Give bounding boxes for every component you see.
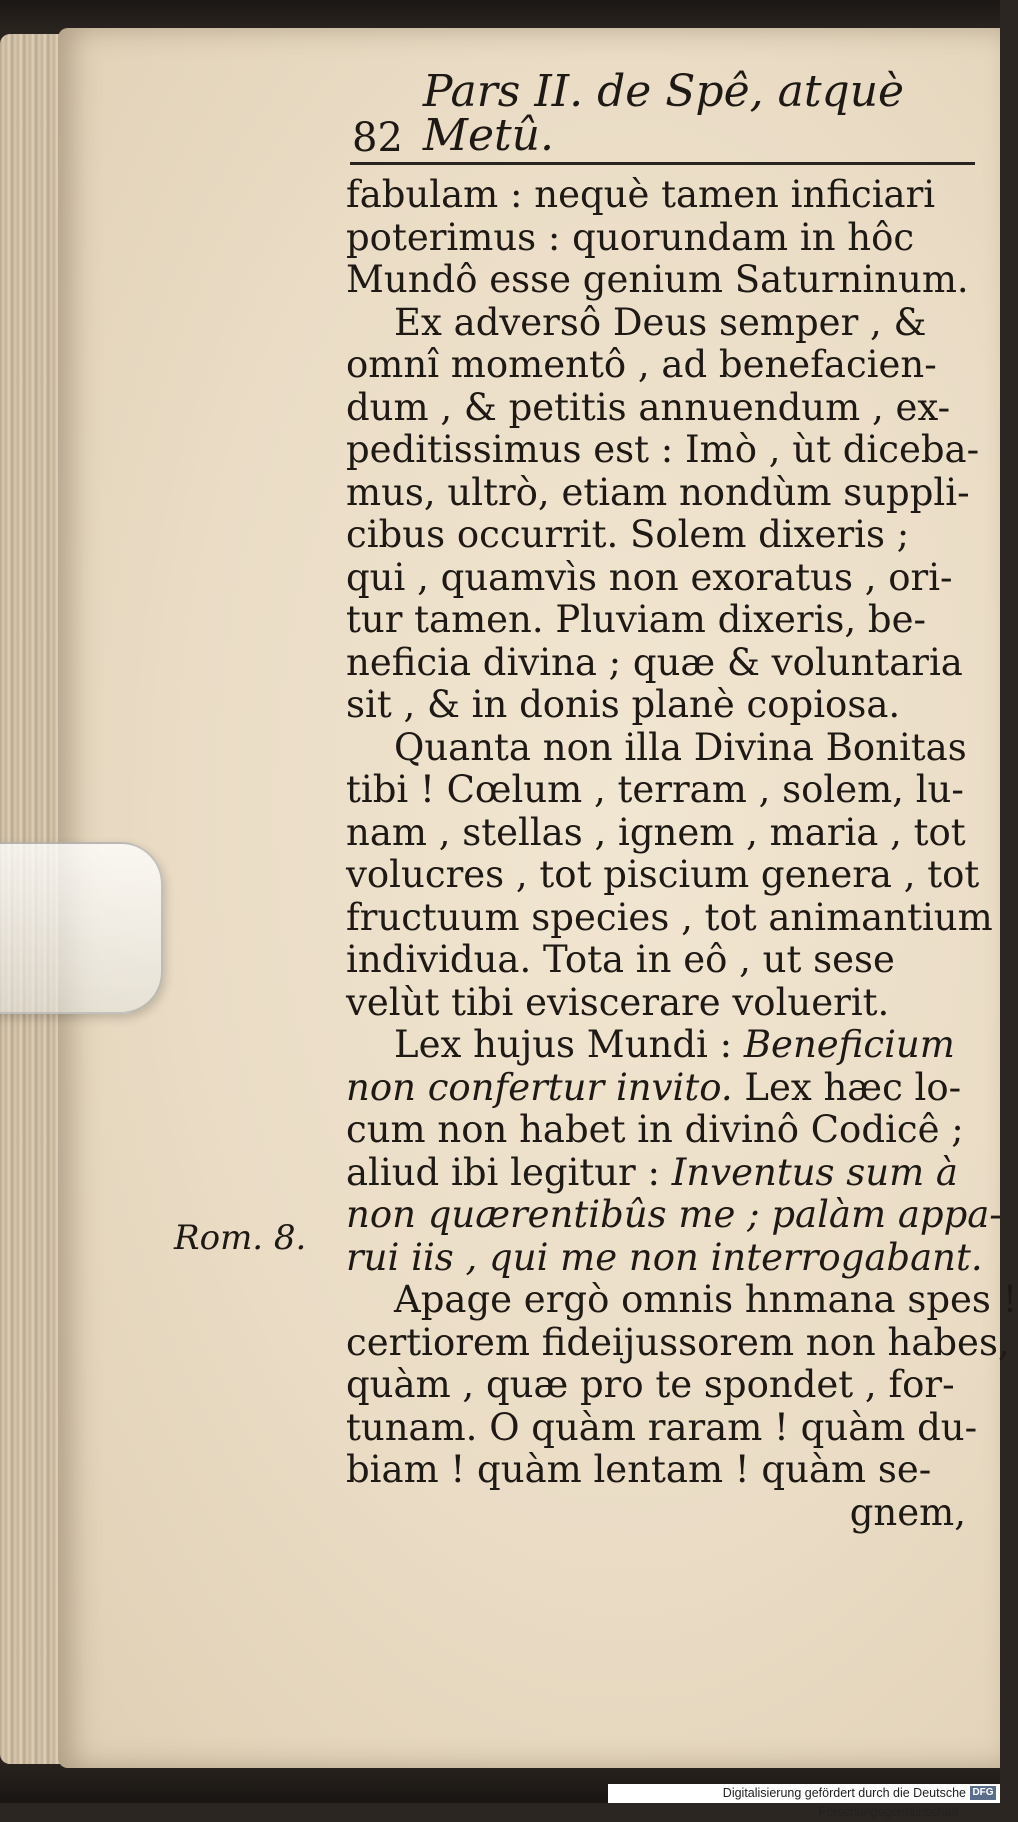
text-line <box>346 428 980 472</box>
text-line <box>346 259 976 302</box>
line-italic-text: non quærentibûs me ; palàm appa- <box>346 1193 1002 1236</box>
digitization-credit <box>608 1784 1000 1819</box>
text-line <box>346 1449 976 1492</box>
line-text: individua. Tota in eô , ut sese <box>346 938 895 981</box>
text-line <box>346 1067 976 1110</box>
line-text: qui , quamvìs non exoratus , ori- <box>346 555 953 599</box>
line-text: mus, ultrò, etiam nondùm suppli- <box>346 470 970 514</box>
line-text: certiorem fideijussorem non habes, <box>346 1320 1010 1364</box>
line-text: aliud ibi legitur : <box>346 1150 672 1194</box>
text-line <box>346 514 976 557</box>
line-text: velùt tibi eviscerare voluerit. <box>346 980 890 1024</box>
transparent-bookmark-clip <box>0 842 163 1014</box>
line-italic-text: rui iis , qui me non interrogabant. <box>346 1235 983 1279</box>
line-text-after: Lex hæc lo- <box>732 1065 962 1109</box>
text-line <box>346 217 976 260</box>
line-text: Quanta non illa Divina Bonitas <box>394 725 967 769</box>
text-line <box>346 1492 976 1535</box>
line-text: sit , & in donis planè copiosa. <box>346 683 901 726</box>
page-header <box>352 66 967 161</box>
line-text: gnem, <box>849 1490 966 1534</box>
text-line <box>346 853 980 897</box>
text-line <box>346 302 976 345</box>
text-line <box>346 684 976 727</box>
line-text: Ex adversô Deus semper , & <box>394 300 927 344</box>
line-italic-text: Inventus sum à <box>671 1150 958 1194</box>
text-line <box>346 939 976 982</box>
line-text: quàm , quæ pro te spondet , for- <box>346 1363 955 1406</box>
text-line <box>346 895 993 940</box>
line-text: omnî momentô , ad benefacien- <box>346 343 937 386</box>
line-text: Apage ergò omnis hnmana spes ! <box>394 1278 1018 1321</box>
text-line <box>346 1407 976 1450</box>
line-text: fructuum species , tot animantium <box>346 895 993 939</box>
text-line <box>346 387 976 430</box>
text-line <box>346 1278 1018 1322</box>
line-text: dum , & petitis annuendum , ex- <box>346 385 951 429</box>
line-italic-text: non confertur invito. <box>346 1065 733 1109</box>
text-line <box>346 1235 983 1280</box>
line-text: tunam. O quàm raram ! quàm du- <box>346 1405 978 1449</box>
credit-text: Digitalisierung gefördert durch die Deutsche Forschungsgemeinschaft - <box>722 1786 966 1819</box>
line-text: fabulam : nequè tamen inficiari <box>346 173 936 216</box>
line-text: tur tamen. Pluviam dixeris, be- <box>346 598 927 641</box>
running-title: Pars II. de Spê, atquè Metû. <box>422 66 905 161</box>
text-line <box>346 1193 1002 1237</box>
line-text: cum non habet in divinô Codicê ; <box>346 1108 964 1151</box>
text-line <box>346 727 976 770</box>
text-line <box>346 344 976 387</box>
text-line <box>346 1024 976 1067</box>
text-line <box>346 557 976 600</box>
text-line <box>346 769 976 812</box>
text-line <box>346 1364 976 1407</box>
line-text: Lex hujus Mundi : <box>394 1023 744 1066</box>
text-line <box>346 599 976 642</box>
line-text: nam , stellas , ignem , maria , tot <box>346 810 966 854</box>
line-text: poterimus : quorundam in hôc <box>346 215 915 259</box>
marginal-note: Rom. 8. <box>174 1218 307 1258</box>
line-text: peditissimus est : Imò , ùt diceba- <box>346 428 980 471</box>
text-line <box>346 1152 976 1195</box>
line-text: tibi ! Cœlum , terram , solem, lu- <box>346 768 964 811</box>
text-line <box>346 982 976 1025</box>
text-line <box>346 174 976 217</box>
text-line <box>346 472 976 515</box>
dfg-logo: DFG <box>970 1786 996 1800</box>
header-rule <box>350 162 975 165</box>
page-number: 82 <box>352 115 403 161</box>
line-text: cibus occurrit. Solem dixeris ; <box>346 513 910 556</box>
body-text <box>346 173 1018 1534</box>
line-text: neficia divina ; quæ & voluntaria <box>346 640 963 684</box>
text-line <box>346 812 976 855</box>
line-text: Mundô esse genium Saturninum. <box>346 258 969 301</box>
line-text: volucres , tot piscium genera , tot <box>346 853 980 896</box>
text-line <box>346 1109 976 1152</box>
text-line <box>346 1320 1010 1365</box>
line-text: biam ! quàm lentam ! quàm se- <box>346 1448 932 1491</box>
line-italic-text: Beneficium <box>743 1023 955 1066</box>
text-line <box>346 642 976 685</box>
